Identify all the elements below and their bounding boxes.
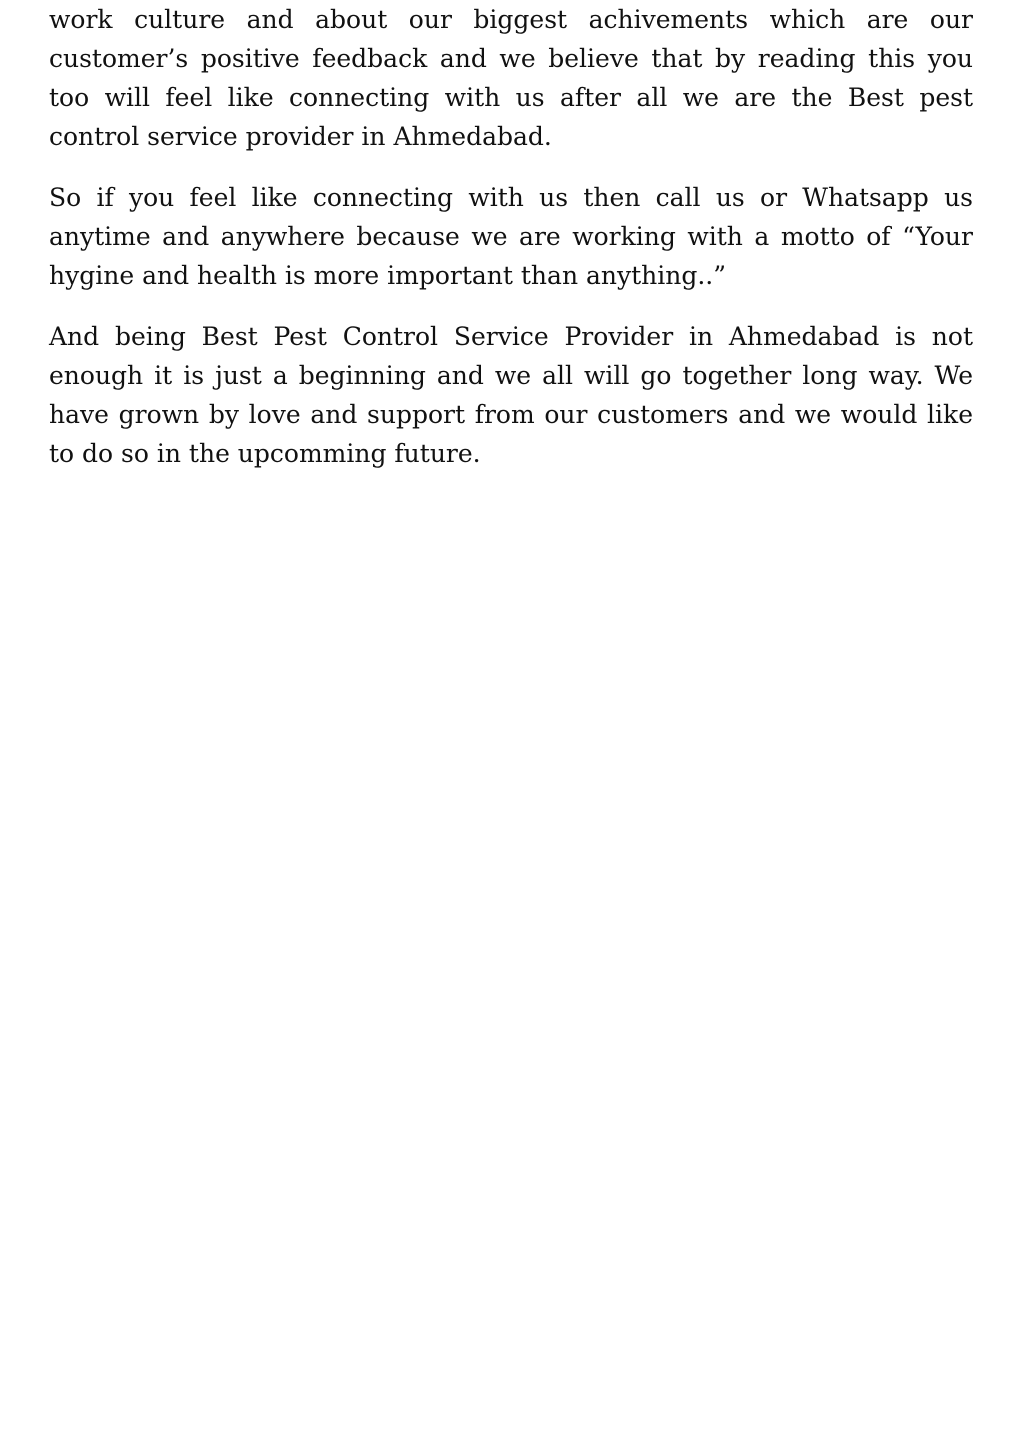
paragraph-work-culture: work culture and about our biggest achivements which are our customer’s positive feedback and we believe that by reading this you too will feel like connecting with us after all we are the Best pest control service provider in Ahmedabad. bbox=[49, 5, 973, 151]
document-body bbox=[49, 0, 973, 495]
paragraph-connect-with-us: So if you feel like connecting with us then call us or Whatsapp us anytime and anywhere because we are working with a motto of “Your hygine and health is more important than anything..” bbox=[49, 183, 973, 290]
paragraph-best-provider: And being Best Pest Control Service Provider in Ahmedabad is not enough it is just a beginning and we all will go together long way. We have grown by love and support from our customers and we would like to do so in the upcomming future. bbox=[49, 322, 973, 468]
